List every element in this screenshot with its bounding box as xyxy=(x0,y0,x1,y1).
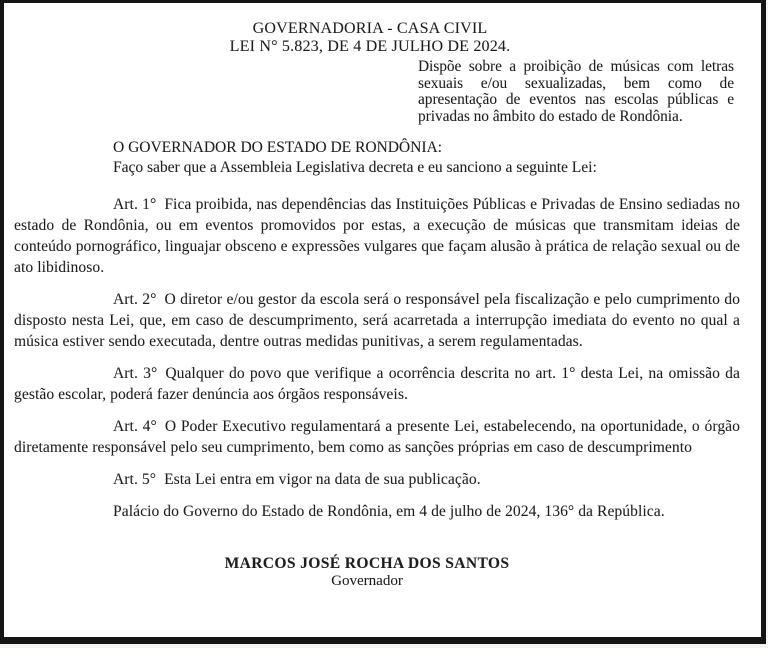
preamble-enactment-line: Faço saber que a Assembleia Legislativa decreta e eu sanciono a seguinte Lei: xyxy=(113,159,597,176)
document-content xyxy=(4,3,761,590)
signature-name: MARCOS JOSÉ ROCHA DOS SANTOS xyxy=(224,555,510,572)
signature-block xyxy=(14,555,720,590)
article-4 xyxy=(14,416,740,458)
preamble-governor-line: O GOVERNADOR DO ESTADO DE RONDÔNIA: xyxy=(113,139,442,156)
article-2-text: O diretor e/ou gestor da escola será o responsável pela fiscalização e pelo cumprimento do disposto nesta Lei, que, em caso de descumprimento, será acarretada a interrupção imediata do evento no qual a música estiver sendo executada, dentre outras medidas punitivas, a serem regulamentadas. xyxy=(14,291,740,350)
preamble xyxy=(113,138,740,178)
ementa-summary: Dispõe sobre a proibição de músicas com letras sexuais e/ou sexualizadas, bem como de apresentação de eventos nas escolas públicas e privadas no âmbito do estado de Rondônia. xyxy=(418,58,734,125)
article-5 xyxy=(14,469,740,490)
article-3-text: Qualquer do povo que verifique a ocorrência descrita no art. 1° desta Lei, na omissão da gestão escolar, poderá fazer denúncia aos órgãos responsáveis. xyxy=(14,365,740,403)
signature-role: Governador xyxy=(331,573,403,589)
article-2-label: Art. 2° xyxy=(113,291,157,308)
article-5-label: Art. 5° xyxy=(113,471,157,488)
article-1-label: Art. 1° xyxy=(113,196,157,213)
article-4-text: O Poder Executivo regulamentará a presente Lei, estabelecendo, na oportunidade, o órgão diretamente responsável pelo seu cumprimento, bem como as sanções próprias em caso de descumprimento xyxy=(14,418,741,456)
article-3-label: Art. 3° xyxy=(113,365,158,382)
document-header xyxy=(14,20,726,56)
article-2 xyxy=(14,289,740,352)
article-4-label: Art. 4° xyxy=(113,418,157,435)
article-3 xyxy=(14,363,740,405)
article-1 xyxy=(14,194,740,278)
header-law-number: LEI N° 5.823, DE 4 DE JULHO DE 2024. xyxy=(229,38,511,55)
article-1-text: Fica proibida, nas dependências das Instituições Públicas e Privadas de Ensino sediadas no estado de Rondônia, ou em eventos promovidos por estas, a execução de músicas que transmitam ideias de conteúdo pornográfico, linguajar obsceno e expressões vulgares que façam alusão à prática de relação sexual ou de ato libidinoso. xyxy=(14,196,740,276)
header-org-title: GOVERNADORIA - CASA CIVIL xyxy=(252,20,488,37)
articles-section xyxy=(14,194,740,490)
closing-palace-line: Palácio do Governo do Estado de Rondônia, em 4 de julho de 2024, 136° da República. xyxy=(113,503,665,520)
article-5-text: Esta Lei entra em vigor na data de sua publicação. xyxy=(164,471,481,488)
